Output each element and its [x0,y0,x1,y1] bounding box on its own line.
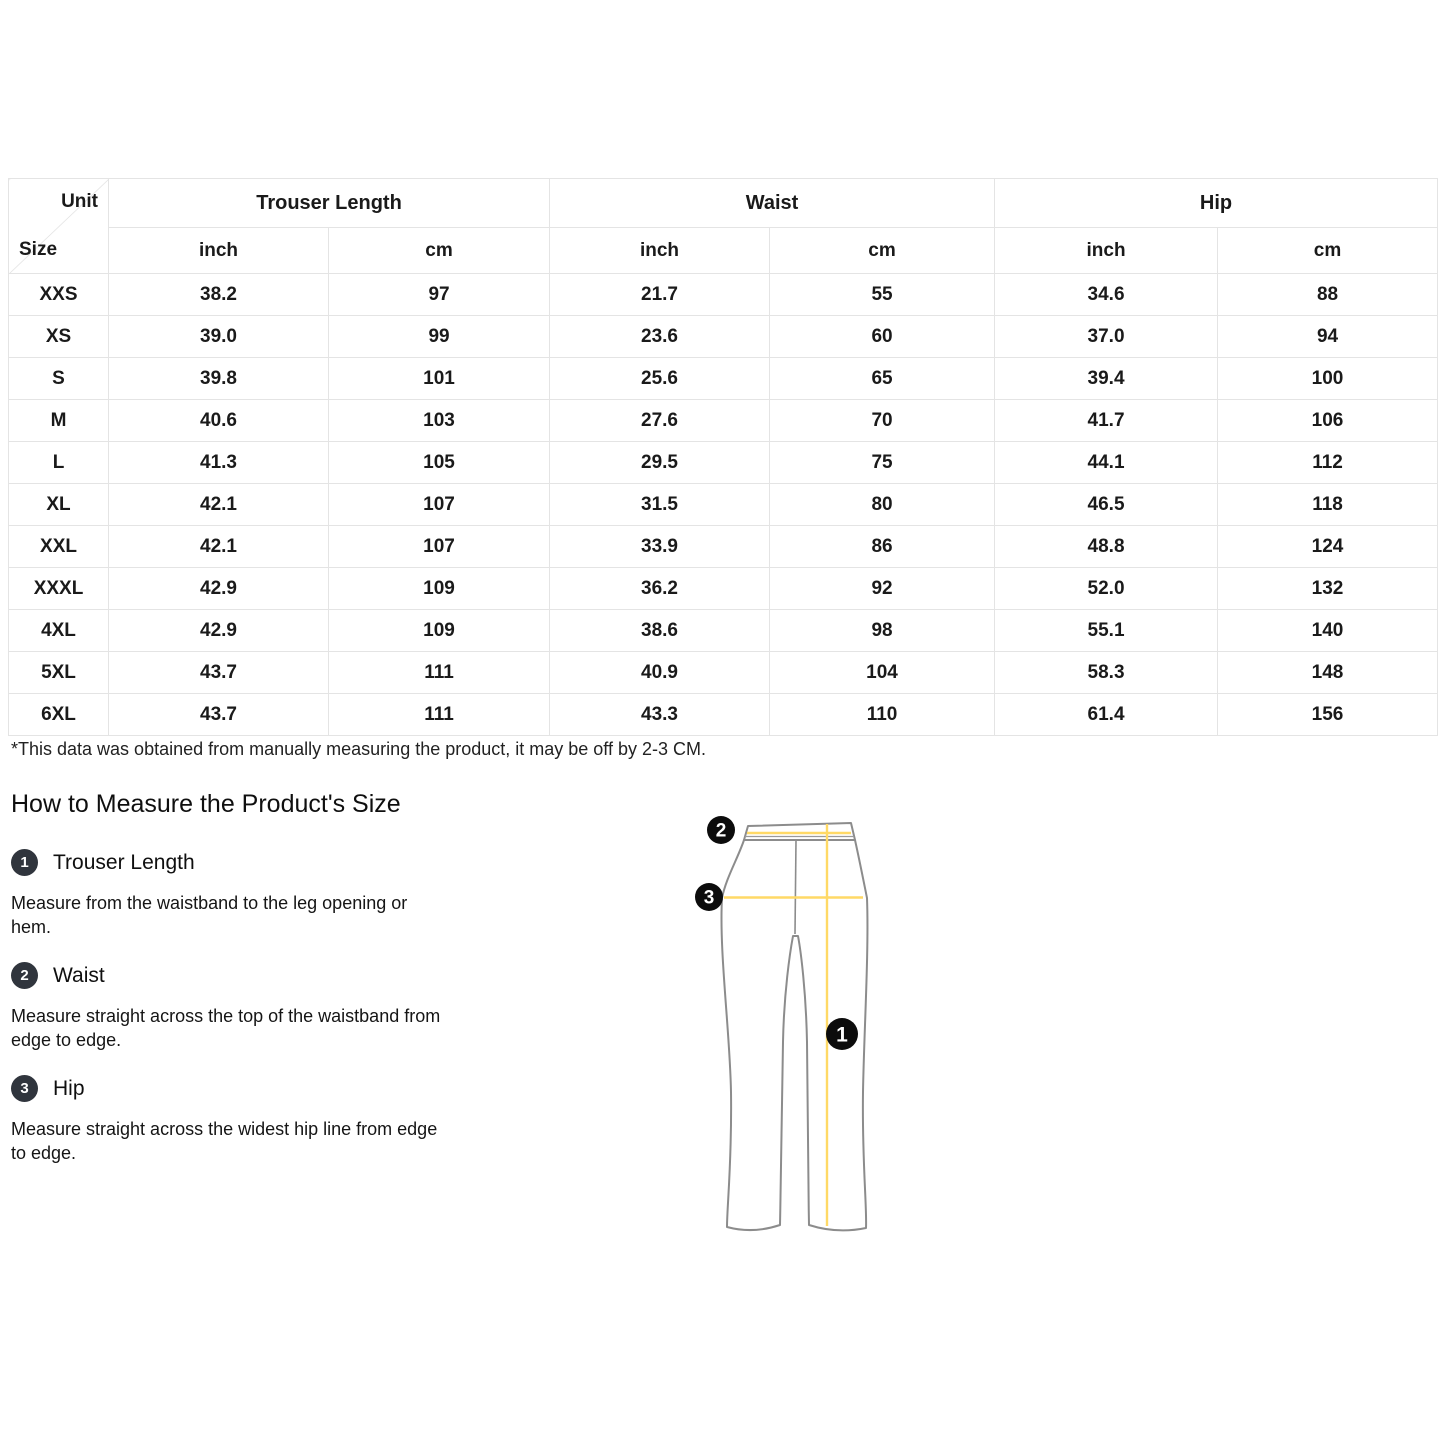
value-cell: 107 [329,484,550,526]
value-cell: 148 [1218,652,1438,694]
table-group-header-row [9,179,1438,228]
size-cell: L [9,442,109,484]
measure-item-hip [11,1075,85,1102]
table-row [9,484,1438,526]
value-cell: 156 [1218,694,1438,736]
size-cell: 4XL [9,610,109,652]
value-cell: 124 [1218,526,1438,568]
corner-size-label: Size [19,239,58,260]
value-cell: 58.3 [995,652,1218,694]
description-line: to edge. [11,1142,77,1163]
value-cell: 43.7 [109,652,329,694]
value-cell: 98 [770,610,995,652]
table-row [9,358,1438,400]
value-cell: 101 [329,358,550,400]
table-row [9,652,1438,694]
value-cell: 37.0 [995,316,1218,358]
size-cell: XXL [9,526,109,568]
measure-item-trouser-length [11,849,195,876]
value-cell: 70 [770,400,995,442]
unit-header: inch [995,228,1218,274]
unit-header: cm [329,228,550,274]
value-cell: 111 [329,694,550,736]
value-cell: 55 [770,274,995,316]
value-cell: 25.6 [550,358,770,400]
value-cell: 65 [770,358,995,400]
size-cell: XL [9,484,109,526]
marker-2-waist [707,816,735,844]
corner-unit-label: Unit [61,191,98,212]
measure-item-description [11,1005,440,1052]
value-cell: 132 [1218,568,1438,610]
value-cell: 31.5 [550,484,770,526]
value-cell: 29.5 [550,442,770,484]
column-group-hip: Hip [995,179,1438,228]
value-cell: 107 [329,526,550,568]
column-group-waist: Waist [550,179,995,228]
table-row [9,400,1438,442]
value-cell: 36.2 [550,568,770,610]
value-cell: 99 [329,316,550,358]
value-cell: 46.5 [995,484,1218,526]
svg-text:2: 2 [715,820,727,842]
svg-text:3: 3 [703,887,715,909]
description-line: Measure from the waistband to the leg opening or [11,893,408,913]
measure-item-description [11,892,407,939]
step-1-badge: 1 [11,849,38,876]
value-cell: 105 [329,442,550,484]
size-table [8,178,1438,736]
table-row [9,694,1438,736]
value-cell: 41.3 [109,442,329,484]
value-cell: 75 [770,442,995,484]
how-to-measure-title: How to Measure the Product's Size [11,790,401,818]
value-cell: 39.8 [109,358,329,400]
value-cell: 94 [1218,316,1438,358]
unit-size-corner-cell [9,179,109,274]
value-cell: 43.3 [550,694,770,736]
value-cell: 42.1 [109,526,329,568]
value-cell: 97 [329,274,550,316]
value-cell: 48.8 [995,526,1218,568]
unit-header: cm [1218,228,1438,274]
description-line: Measure straight across the widest hip line from edge [11,1119,438,1139]
value-cell: 39.4 [995,358,1218,400]
value-cell: 42.9 [109,610,329,652]
value-cell: 55.1 [995,610,1218,652]
unit-header: inch [109,228,329,274]
measurement-disclaimer: *This data was obtained from manually measuring the product, it may be off by 2-3 CM. [11,739,707,759]
value-cell: 104 [770,652,995,694]
column-group-trouser-length: Trouser Length [109,179,550,228]
description-line: Measure straight across the top of the waistband from [11,1006,441,1026]
measure-item-label: Trouser Length [53,850,195,874]
value-cell: 103 [329,400,550,442]
value-cell: 44.1 [995,442,1218,484]
value-cell: 140 [1218,610,1438,652]
size-cell: M [9,400,109,442]
value-cell: 80 [770,484,995,526]
value-cell: 40.9 [550,652,770,694]
center-seam-line [795,840,796,934]
table-row [9,526,1438,568]
measure-item-description [11,1118,437,1165]
value-cell: 23.6 [550,316,770,358]
value-cell: 21.7 [550,274,770,316]
value-cell: 27.6 [550,400,770,442]
value-cell: 109 [329,610,550,652]
value-cell: 40.6 [109,400,329,442]
value-cell: 42.1 [109,484,329,526]
measure-item-label: Waist [53,963,105,987]
value-cell: 42.9 [109,568,329,610]
value-cell: 109 [329,568,550,610]
table-row [9,274,1438,316]
unit-header: inch [550,228,770,274]
measure-item-waist [11,962,105,989]
value-cell: 88 [1218,274,1438,316]
value-cell: 110 [770,694,995,736]
value-cell: 41.7 [995,400,1218,442]
value-cell: 39.0 [109,316,329,358]
size-cell: 5XL [9,652,109,694]
table-row [9,316,1438,358]
value-cell: 118 [1218,484,1438,526]
value-cell: 43.7 [109,694,329,736]
size-cell: 6XL [9,694,109,736]
step-3-badge: 3 [11,1075,38,1102]
value-cell: 92 [770,568,995,610]
size-cell: XS [9,316,109,358]
description-line: hem. [11,916,52,937]
description-line: edge to edge. [11,1029,122,1050]
value-cell: 86 [770,526,995,568]
table-row [9,610,1438,652]
svg-text:1: 1 [836,1023,848,1047]
size-cell: XXXL [9,568,109,610]
table-row [9,442,1438,484]
unit-header: cm [770,228,995,274]
value-cell: 106 [1218,400,1438,442]
value-cell: 111 [329,652,550,694]
value-cell: 60 [770,316,995,358]
measure-item-label: Hip [53,1076,85,1100]
value-cell: 38.6 [550,610,770,652]
value-cell: 52.0 [995,568,1218,610]
marker-3-hip [695,883,723,911]
trousers-measurement-diagram [640,790,1060,1260]
value-cell: 34.6 [995,274,1218,316]
value-cell: 38.2 [109,274,329,316]
value-cell: 33.9 [550,526,770,568]
size-cell: S [9,358,109,400]
size-cell: XXS [9,274,109,316]
table-row [9,568,1438,610]
value-cell: 61.4 [995,694,1218,736]
value-cell: 112 [1218,442,1438,484]
step-2-badge: 2 [11,962,38,989]
table-unit-row [9,228,1438,274]
value-cell: 100 [1218,358,1438,400]
trousers-waistband-outline [744,823,855,840]
marker-1-trouser-length [826,1018,858,1050]
